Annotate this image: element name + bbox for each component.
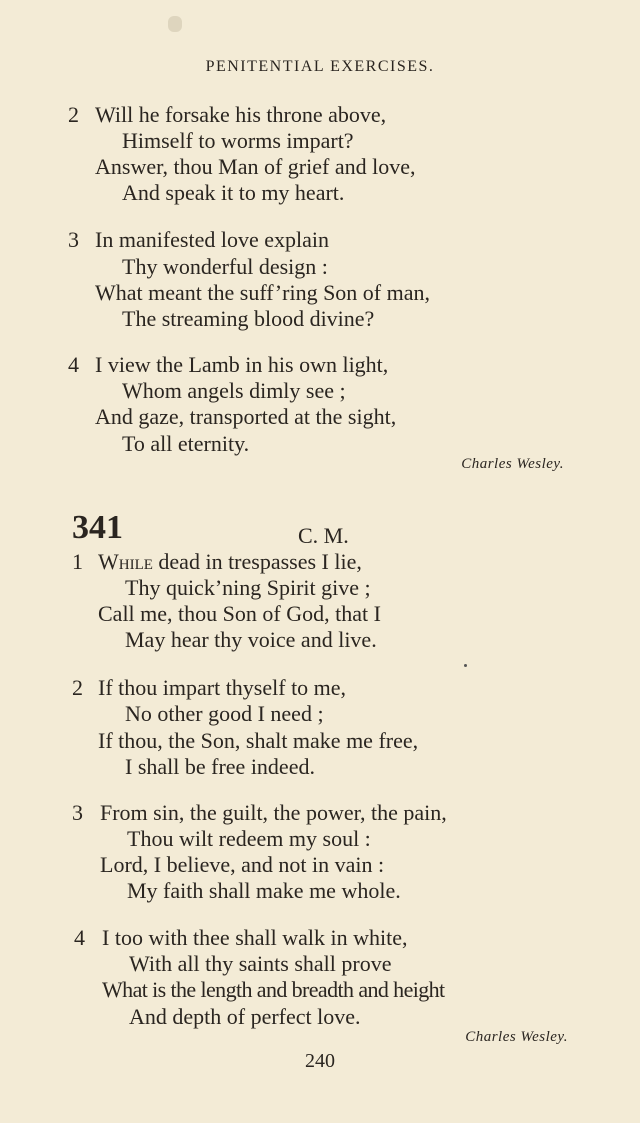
stanza-number: 4 xyxy=(68,352,79,377)
verse-line: Answer, thou Man of grief and love, xyxy=(95,154,416,179)
hymn-author: Charles Wesley. xyxy=(461,456,564,472)
verse-line: Will he forsake his throne above, xyxy=(95,102,387,127)
verse-line: To all eternity. xyxy=(122,431,250,456)
verse-line: Himself to worms impart? xyxy=(122,128,354,153)
verse-line: Call me, thou Son of God, that I xyxy=(98,601,381,626)
verse-line: Thou wilt redeem my soul : xyxy=(127,826,371,851)
verse-line: May hear thy voice and live. xyxy=(125,627,377,652)
verse-line: And depth of perfect love. xyxy=(129,1004,361,1029)
verse-line: I shall be free indeed. xyxy=(125,754,315,779)
verse-line: If thou impart thyself to me, xyxy=(98,675,347,700)
hymn-author: Charles Wesley. xyxy=(465,1029,568,1045)
stanza-number: 3 xyxy=(72,800,83,825)
verse-line: My faith shall make me whole. xyxy=(127,878,401,903)
verse-line: From sin, the guilt, the power, the pain, xyxy=(100,800,447,825)
stanza-number: 4 xyxy=(74,925,85,950)
stanza-number: 2 xyxy=(72,675,83,700)
verse-line: Thy wonderful design : xyxy=(122,254,328,279)
hymn-meter: C. M. xyxy=(298,523,349,548)
verse-line: With all thy saints shall prove xyxy=(129,951,392,976)
page-number: 240 xyxy=(305,1050,335,1072)
verse-line: And speak it to my heart. xyxy=(122,180,345,205)
hymn-number: 341 xyxy=(72,509,123,546)
verse-line: The streaming blood divine? xyxy=(122,306,375,331)
running-head: PENITENTIAL EXERCISES. xyxy=(205,58,435,75)
stanza-number: 2 xyxy=(68,102,79,127)
verse-line: Lord, I believe, and not in vain : xyxy=(100,852,385,877)
first-verse-line xyxy=(98,549,362,575)
ink-smudge xyxy=(168,16,182,32)
print-speck xyxy=(464,664,467,667)
verse-line: In manifested love explain xyxy=(95,227,329,252)
verse-line: What is the length and breadth and height xyxy=(102,977,445,1002)
verse-line: Thy quick’ning Spirit give ; xyxy=(125,575,371,600)
verse-line: I too with thee shall walk in white, xyxy=(102,925,408,950)
verse-line: Whom angels dimly see ; xyxy=(122,378,346,403)
verse-line: No other good I need ; xyxy=(125,701,324,726)
verse-line: If thou, the Son, shalt make me free, xyxy=(98,728,419,753)
stanza-number: 1 xyxy=(72,549,83,574)
verse-line: What meant the suff’ring Son of man, xyxy=(95,280,431,305)
verse-line: I view the Lamb in his own light, xyxy=(95,352,389,377)
first-line-rest: dead in trespasses I lie, xyxy=(152,549,362,574)
first-word: While xyxy=(98,549,153,574)
stanza-number: 3 xyxy=(68,227,79,252)
verse-line: And gaze, transported at the sight, xyxy=(95,404,397,429)
